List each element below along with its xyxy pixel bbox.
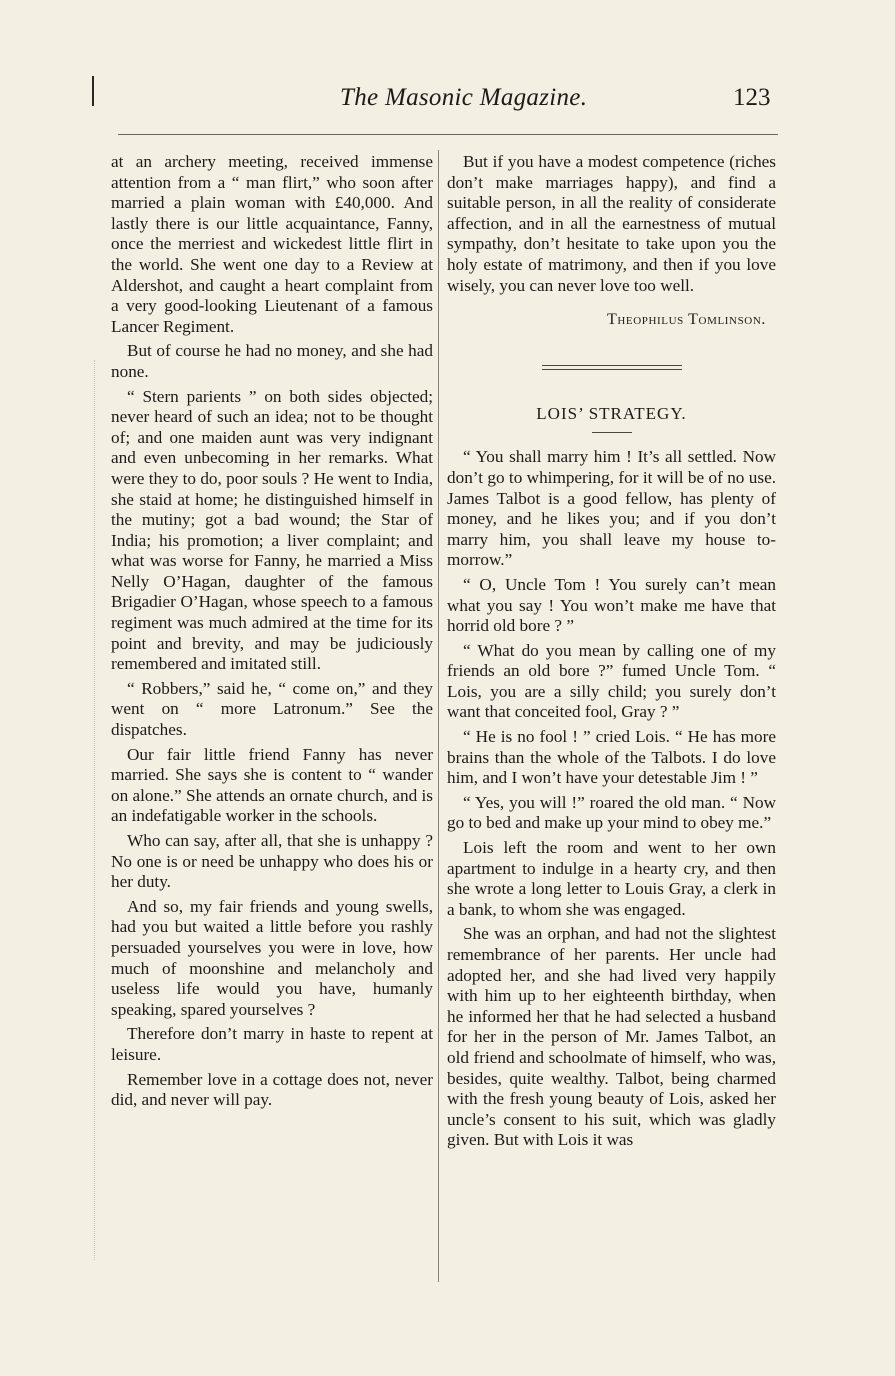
margin-mark <box>92 76 94 106</box>
paragraph: And so, my fair friends and young swells, had you but waited a little before you rashly persuaded yourselves you were in love, how much of moonshine and melancholy and useless life would you have, humanly speaking, spared yourselves ? <box>111 896 433 1019</box>
article-title: LOIS’ STRATEGY. <box>536 403 687 423</box>
paragraph: But of course he had no money, and she had none. <box>111 341 433 381</box>
running-header-title: The Masonic Magazine. <box>340 84 588 111</box>
right-column <box>447 152 776 1155</box>
paragraph: “ What do you mean by calling one of my friends an old bore ?” fumed Uncle Tom. “ Lois, you are a silly child; you surely don’t want that conceited fool, Gray ? ” <box>447 640 776 722</box>
paragraph: “ O, Uncle Tom ! You surely can’t mean what you say ! You won’t make me have that horrid old bore ? ” <box>447 574 776 636</box>
column-divider <box>438 150 439 1282</box>
author-signature: Theophilus Tomlinson. <box>606 311 766 329</box>
paragraph: Therefore don’t marry in haste to repent at leisure. <box>111 1024 433 1064</box>
paragraph: Who can say, after all, that she is unhappy ? No one is or need be unhappy who does his or her duty. <box>111 831 433 892</box>
paragraph: “ You shall marry him ! It’s all settled. Now don’t go to whimpering, for it will be of no use. James Talbot is a good fellow, has plenty of money, and he likes you; and if you don’t marry him, you shall leave my house to-morrow.” <box>447 447 776 570</box>
page-number: 123 <box>733 84 771 111</box>
page-edge-dots <box>94 360 96 1260</box>
paragraph: “ Robbers,” said he, “ come on,” and they went on “ more Latronum.” See the dispatches. <box>111 678 433 740</box>
header-rule <box>118 134 778 135</box>
paragraph: Our fair little friend Fanny has never married. She says she is content to “ wander on alone.” She attends an ornate church, and is an indefatigable worker in the schools. <box>111 744 433 826</box>
paragraph: “ Stern parients ” on both sides objected; never heard of such an idea; not to be thought of; and one maiden aunt was very indignant and even unbecoming in her remarks. What were they to do, poor souls ? He went to India, she staid at home; he distinguished himself in the mutiny; got a bad wound; the Star of India; his promotion; a liver complaint; and what was worse for Fanny, he married a Miss Nelly O’Hagan, daughter of the famous Brigadier O’Hagan, whose speech to a famous regiment was much admired at the time for its point and brevity, and may be judiciously remembered and imitated still. <box>111 386 433 674</box>
paragraph: at an archery meeting, received immense attention from a “ man flirt,” who soon after married a plain woman with £40,000. And lastly there is our little acquaintance, Fanny, once the merriest and wickedest little flirt in the world. She went one day to a Review at Aldershot, and caught a heart complaint from a very good-looking Lieutenant of a famous Lancer Regiment. <box>111 152 433 336</box>
paragraph: “ He is no fool ! ” cried Lois. “ He has more brains than the whole of the Talbots. I do love him, and I won’t have your detestable Jim ! ” <box>447 727 776 788</box>
paragraph: But if you have a modest competence (riches don’t make marriages happy), and find a suitable person, in all the reality of considerate affection, and in all the earnestness of mutual sympathy, don’t hesitate to take upon you the holy estate of matrimony, and then if you love wisely, you can never love too well. <box>447 152 776 295</box>
title-dash <box>592 432 632 433</box>
left-column <box>111 152 433 1115</box>
section-ornament-rule <box>542 365 682 370</box>
paragraph: She was an orphan, and had not the slightest remembrance of her parents. Her uncle had adopted her, and she had lived very happily with him up to her eighteenth birthday, when he informed her that he had selected a husband for her in the person of Mr. James Talbot, an old friend and schoolmate of himself, who was, besides, quite wealthy. Talbot, being charmed with the fresh young beauty of Lois, asked her uncle’s consent to his suit, which was gladly given. But with Lois it was <box>447 924 776 1150</box>
paragraph: Remember love in a cottage does not, never did, and never will pay. <box>111 1069 433 1110</box>
paragraph: “ Yes, you will !” roared the old man. “ Now go to bed and make up your mind to obey me.” <box>447 792 776 833</box>
paragraph: Lois left the room and went to her own apartment to indulge in a hearty cry, and then she wrote a long letter to Louis Gray, a clerk in a bank, to whom she was engaged. <box>447 838 776 919</box>
